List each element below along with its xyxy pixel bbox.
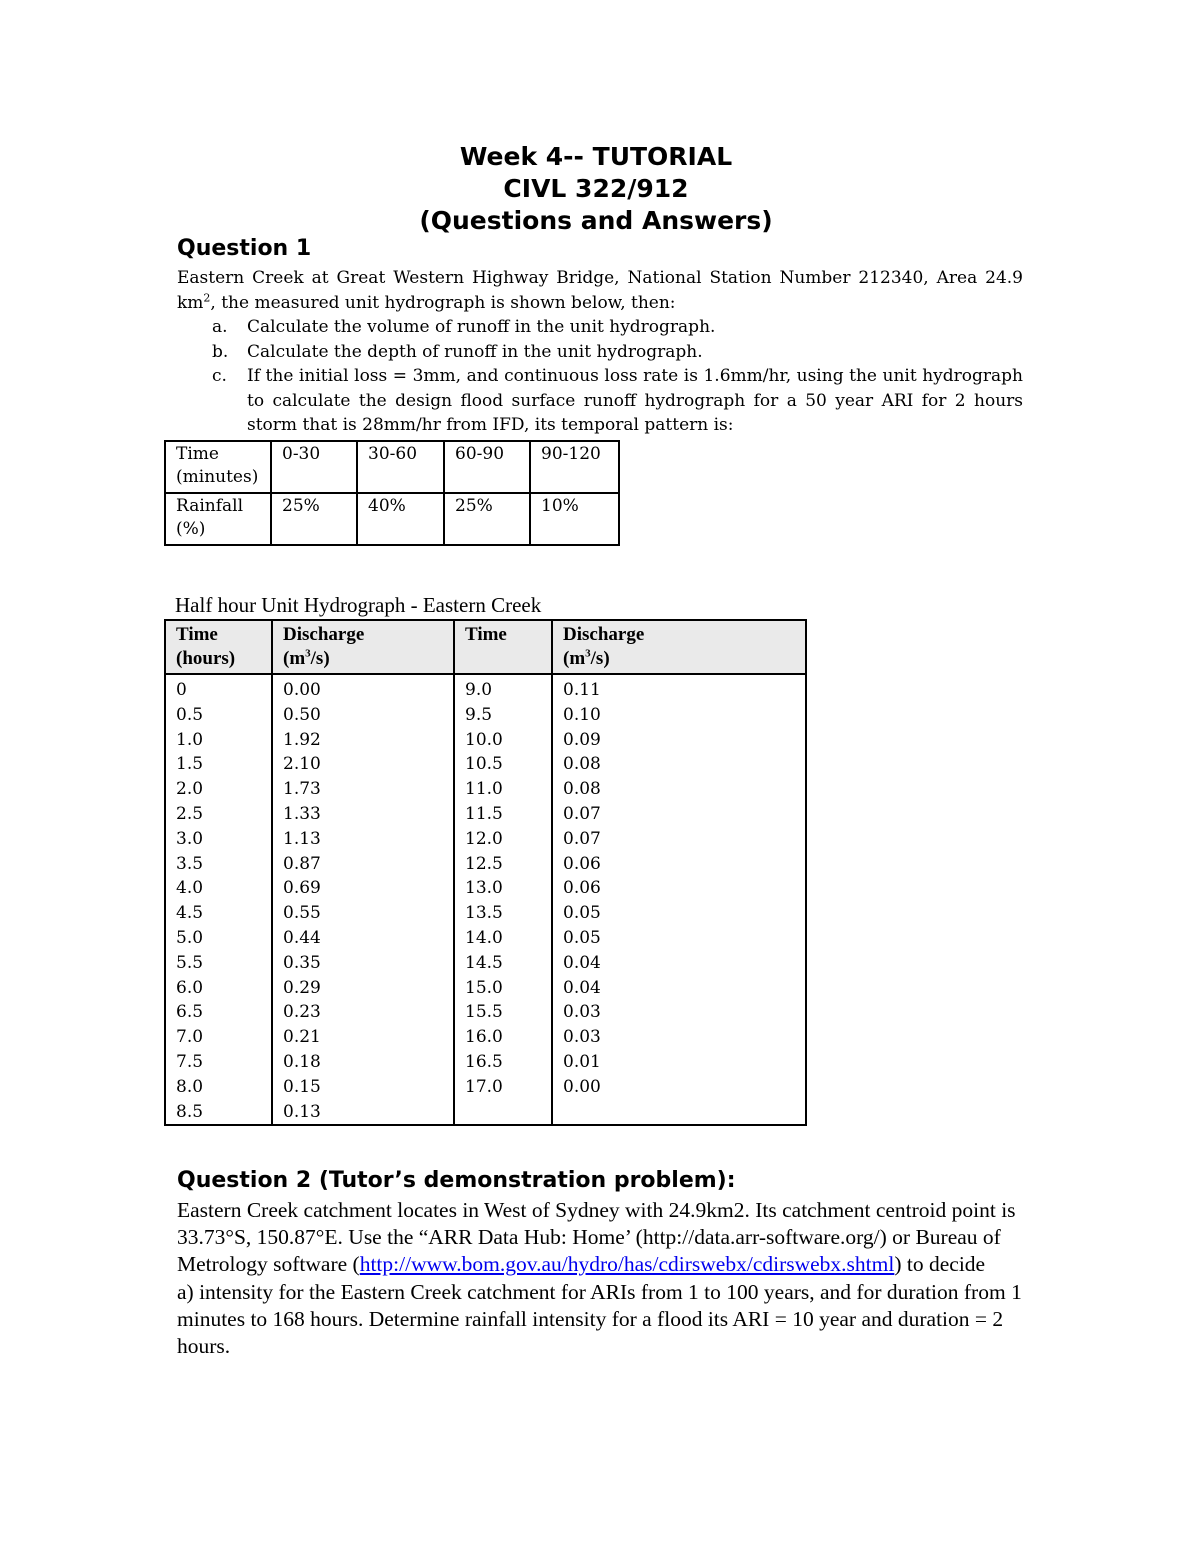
table-row [165, 1100, 806, 1126]
table-cell: 4.0 [165, 876, 272, 901]
table-cell: Time (minutes) [165, 441, 271, 493]
header-unit: /s) [310, 648, 330, 669]
table-cell: 0.07 [552, 827, 806, 852]
table-cell: 0.18 [272, 1050, 454, 1075]
table-row [165, 1050, 806, 1075]
header-unit-superscript: 3 [305, 647, 311, 660]
table-cell: 9.5 [454, 703, 552, 728]
intro-superscript: 2 [203, 290, 211, 304]
table-cell: 2.0 [165, 777, 272, 802]
table-cell: 8.0 [165, 1075, 272, 1100]
table-cell: 11.5 [454, 802, 552, 827]
table-row [165, 1025, 806, 1050]
table-cell: 0.5 [165, 703, 272, 728]
table-row [165, 777, 806, 802]
table-row [165, 1075, 806, 1100]
table-cell [454, 1100, 552, 1126]
table-cell: 13.5 [454, 901, 552, 926]
header-unit: (m [563, 648, 586, 669]
table-cell: 0.11 [552, 674, 806, 703]
table-cell: 0.87 [272, 852, 454, 877]
table-cell: 6.0 [165, 976, 272, 1001]
table-header-row [165, 620, 806, 674]
table-cell: 12.5 [454, 852, 552, 877]
question-2-text: Eastern Creek catchment locates in West of Sydney with 24.9km2. Its catchment centroid point is 33.73°S, 150.87°E. Use the “ARR Data Hub: Home’ (http://data.arr-software.org/) or Bureau of Metrology software ( [177, 1198, 1016, 1277]
table-row [165, 493, 619, 545]
question-1-list [177, 315, 1023, 438]
intro-text: Eastern Creek at Great Western Highway Bridge, National Station Number 212340, Area 24.9 km [177, 268, 1023, 313]
header-unit: (hours) [176, 648, 236, 669]
table-row [165, 728, 806, 753]
table-cell: 0.69 [272, 876, 454, 901]
list-item [212, 315, 1023, 340]
question-1-intro [177, 266, 1023, 315]
table-cell: 1.0 [165, 728, 272, 753]
column-header-time [165, 620, 272, 674]
table-cell: 0.04 [552, 976, 806, 1001]
table-cell: 0.05 [552, 901, 806, 926]
title-line-3: (Questions and Answers) [419, 206, 773, 235]
table-cell: 0.06 [552, 876, 806, 901]
list-item [212, 364, 1023, 438]
table-cell: 0.50 [272, 703, 454, 728]
table-cell: 1.33 [272, 802, 454, 827]
header-label: Discharge [563, 624, 645, 645]
question-1-heading: Question 1 [177, 236, 312, 261]
table-cell: 14.0 [454, 926, 552, 951]
table-cell: 0.05 [552, 926, 806, 951]
table-row [165, 674, 806, 703]
table-cell: 14.5 [454, 951, 552, 976]
table-cell: 9.0 [454, 674, 552, 703]
table-cell: 6.5 [165, 1000, 272, 1025]
table-cell: 12.0 [454, 827, 552, 852]
table-row [165, 951, 806, 976]
table-cell: 0.10 [552, 703, 806, 728]
table-row [165, 802, 806, 827]
list-marker: c. [212, 366, 227, 386]
table-cell: 0.00 [552, 1075, 806, 1100]
question-2-text: ) to decide [894, 1252, 986, 1277]
table-cell: 3.0 [165, 827, 272, 852]
table-cell: 11.0 [454, 777, 552, 802]
table-cell: 16.0 [454, 1025, 552, 1050]
table-cell: 0 [165, 674, 272, 703]
title-line-2: CIVL 322/912 [503, 174, 689, 203]
table-cell: 0.55 [272, 901, 454, 926]
table-cell: 0.03 [552, 1025, 806, 1050]
question-2-body [177, 1197, 1037, 1360]
table-row [165, 976, 806, 1001]
column-header-discharge [552, 620, 806, 674]
table-cell: 3.5 [165, 852, 272, 877]
table-cell: Rainfall (%) [165, 493, 271, 545]
header-unit: (m [283, 648, 306, 669]
table-row [165, 1000, 806, 1025]
table-cell: 0.06 [552, 852, 806, 877]
table-cell: 1.73 [272, 777, 454, 802]
table-cell: 0.23 [272, 1000, 454, 1025]
table-row [165, 901, 806, 926]
table-cell: 15.5 [454, 1000, 552, 1025]
rainfall-temporal-pattern-table [164, 440, 620, 546]
header-label: Discharge [283, 624, 365, 645]
table-cell: 90-120 [530, 441, 619, 493]
table-cell: 0-30 [271, 441, 357, 493]
table-cell: 2.10 [272, 752, 454, 777]
table-cell: 7.0 [165, 1025, 272, 1050]
table-cell: 4.5 [165, 901, 272, 926]
table-cell: 60-90 [444, 441, 530, 493]
table-cell: 0.08 [552, 752, 806, 777]
table-row [165, 752, 806, 777]
list-item-text: If the initial loss = 3mm, and continuous loss rate is 1.6mm/hr, using the unit hydrograph to calculate the design flood surface runoff hydrograph for a 50 year ARI for 2 hours storm that is 28mm/hr from IFD, its temporal pattern is: [247, 366, 1023, 435]
list-marker: b. [212, 341, 229, 362]
table-cell: 10.5 [454, 752, 552, 777]
list-item-text: Calculate the volume of runoff in the unit hydrograph. [247, 317, 716, 337]
table-cell: 2.5 [165, 802, 272, 827]
header-unit-superscript: 3 [585, 647, 591, 660]
unit-hydrograph-table [164, 619, 807, 1126]
table-cell: 0.08 [552, 777, 806, 802]
list-item-text: Calculate the depth of runoff in the unit hydrograph. [247, 341, 703, 362]
list-marker: a. [212, 317, 228, 337]
header-label: Time [465, 624, 507, 645]
table-cell: 0.04 [552, 951, 806, 976]
table-cell: 1.13 [272, 827, 454, 852]
table-cell: 0.15 [272, 1075, 454, 1100]
table-cell: 13.0 [454, 876, 552, 901]
table-cell: 17.0 [454, 1075, 552, 1100]
table-cell: 1.92 [272, 728, 454, 753]
table-cell: 0.00 [272, 674, 454, 703]
table-cell: 16.5 [454, 1050, 552, 1075]
table-cell: 5.0 [165, 926, 272, 951]
table-row [165, 703, 806, 728]
table-cell: 1.5 [165, 752, 272, 777]
table-cell: 7.5 [165, 1050, 272, 1075]
table-cell: 0.21 [272, 1025, 454, 1050]
header-label: Time [176, 624, 218, 645]
table-cell: 0.44 [272, 926, 454, 951]
table-cell: 25% [271, 493, 357, 545]
table-row [165, 827, 806, 852]
table-cell: 8.5 [165, 1100, 272, 1126]
table-cell: 0.13 [272, 1100, 454, 1126]
table-cell: 0.35 [272, 951, 454, 976]
question-2-part-a: a) intensity for the Eastern Creek catchment for ARIs from 1 to 100 years, and for duration from 1 minutes to 168 hours. Determine rainfall intensity for a flood its ARI = 10 year and duration = 2 hours. [177, 1279, 1022, 1359]
table-cell: 40% [357, 493, 444, 545]
table-row [165, 926, 806, 951]
bom-software-link[interactable]: http://www.bom.gov.au/hydro/has/cdirswebx/cdirswebx.shtml [359, 1252, 895, 1277]
unit-hydrograph-caption: Half hour Unit Hydrograph - Eastern Creek [175, 593, 542, 617]
list-item [212, 340, 1023, 365]
title-line-1: Week 4-- TUTORIAL [459, 142, 733, 171]
question-2-heading: Question 2 (Tutor’s demonstration problem): [177, 1168, 736, 1193]
table-cell: 0.03 [552, 1000, 806, 1025]
table-row [165, 441, 619, 493]
table-cell: 10.0 [454, 728, 552, 753]
table-cell: 30-60 [357, 441, 444, 493]
table-row [165, 876, 806, 901]
table-cell: 5.5 [165, 951, 272, 976]
table-cell: 0.09 [552, 728, 806, 753]
intro-text-end: , the measured unit hydrograph is shown below, then: [210, 292, 676, 313]
table-cell: 15.0 [454, 976, 552, 1001]
table-cell [552, 1100, 806, 1126]
table-cell: 25% [444, 493, 530, 545]
table-cell: 10% [530, 493, 619, 545]
table-row [165, 852, 806, 877]
column-header-time [454, 620, 552, 674]
table-cell: 0.07 [552, 802, 806, 827]
column-header-discharge [272, 620, 454, 674]
table-cell: 0.29 [272, 976, 454, 1001]
table-cell: 0.01 [552, 1050, 806, 1075]
header-unit: /s) [590, 648, 610, 669]
